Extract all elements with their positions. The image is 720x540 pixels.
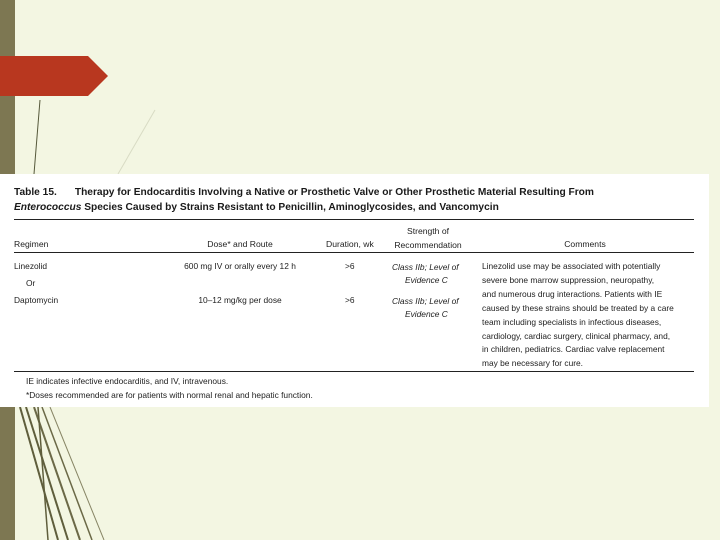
table-top-rule (14, 219, 694, 220)
row-2-strength-line2: Evidence C (405, 309, 448, 319)
row-2-duration: >6 (345, 295, 355, 305)
comment-line: severe bone marrow suppression, neuropathy, (482, 274, 655, 285)
table-bottom-rule (14, 371, 694, 372)
row-1-duration: >6 (345, 261, 355, 271)
or-label: Or (26, 278, 36, 288)
comment-line: may be necessary for cure. (482, 358, 584, 369)
header-comments: Comments (564, 239, 606, 249)
row-2-strength-line1: Class IIb; Level of (392, 296, 459, 306)
footnote-doses: *Doses recommended are for patients with normal renal and hepatic function. (26, 390, 313, 400)
row-1-strength (392, 261, 459, 287)
table-image (0, 174, 709, 407)
comments-cell (482, 260, 707, 371)
row-1-strength-line2: Evidence C (405, 275, 448, 285)
table-title-italic: Enterococcus (14, 202, 82, 213)
accent-tab-shape (0, 56, 108, 96)
comment-line: team including specialists in infectious diseases, (482, 316, 662, 327)
header-strength (388, 224, 468, 252)
header-regimen: Regimen (14, 239, 49, 249)
table-title-line1: Therapy for Endocarditis Involving a Native or Prosthetic Valve or Other Prosthetic Material Resulting From (74, 187, 594, 198)
header-strength-line1: Strength of (406, 226, 450, 236)
header-strength-line2: Recommendation (394, 240, 462, 250)
table-header-rule (14, 252, 694, 253)
table-title (14, 185, 704, 215)
row-1-regimen: Linezolid (14, 261, 48, 271)
comment-line: and numerous drug interactions. Patients with IE (482, 288, 663, 299)
row-1-strength-line1: Class IIb; Level of (392, 262, 459, 272)
table-title-line2: Species Caused by Strains Resistant to Penicillin, Aminoglycosides, and Vancomycin (81, 202, 499, 213)
row-2-dose: 10–12 mg/kg per dose (198, 295, 282, 305)
comment-line: in children, pediatrics. Cardiac valve replacement (482, 344, 665, 355)
comment-line: caused by these strains should be treated by a care (482, 302, 674, 313)
comment-line: cardiology, cardiac surgery, clinical pharmacy, and, (482, 330, 671, 341)
row-2-regimen: Daptomycin (14, 295, 59, 305)
header-duration: Duration, wk (326, 239, 374, 249)
row-2-strength (392, 295, 459, 321)
row-1-dose: 600 mg IV or orally every 12 h (184, 261, 296, 271)
footnote-abbreviations: IE indicates infective endocarditis, and IV, intravenous. (26, 376, 229, 386)
comment-line: Linezolid use may be associated with potentially (482, 261, 661, 271)
header-dose: Dose* and Route (207, 239, 273, 249)
table-number: Table 15. (14, 187, 57, 198)
